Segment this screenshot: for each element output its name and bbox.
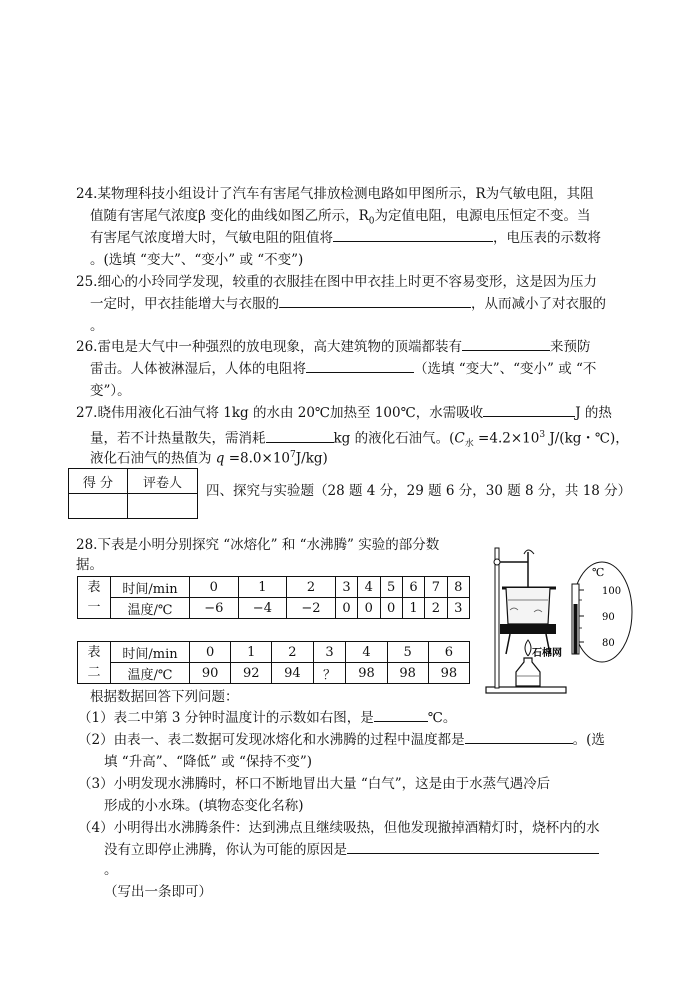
table-cell: 94 [272,663,313,684]
boiling-apparatus-figure [484,544,634,700]
table1-time-header: 时间/min [111,577,190,598]
table-cell: 98 [428,663,469,684]
table-cell: 0 [190,642,231,663]
q27-line1: 27.晓伟用液化石油气将 1kg 的水由 20℃加热至 100℃，水需吸收 J 的热 [76,402,612,424]
score-header: 得 分 [69,469,128,494]
table-cell: −6 [190,598,239,619]
table-cell: 90 [190,663,231,684]
table2-time-header: 时间/min [111,642,190,663]
q27-blank-heat[interactable] [483,402,575,417]
q24-line1: 24.某物理科技小组设计了汽车有害尾气排放检测电路如甲图所示，R为气敏电阻，其阻 [76,186,594,202]
table-cell: 4 [358,577,380,598]
q26-line2: 雷击。人体被淋湿后，人体的电阻将 （选填 “变大”、“变小” 或 “不 [90,358,596,380]
q26-line3: 变”）。 [90,383,131,399]
thermo-tick-label: 100 [602,586,622,597]
q28-sub4-line1: （4）小明得出水沸腾条件：达到沸点且继续吸热，但他发现撤掉酒精灯时，烧杯内的水 [78,820,600,836]
table-cell: 0 [380,598,402,619]
table-cell: 8 [447,577,469,598]
table-cell: 98 [387,663,428,684]
q24-line4: 。(选填 “变大”、“变小” 或 “不变”) [90,252,304,268]
table-cell: 7 [425,577,447,598]
q28-sub2: （2）由表一、表二数据可发现冰熔化和水沸腾的过程中温度都是 。(选 [78,729,605,751]
asbestos-net [500,624,556,634]
stand-rod [495,548,499,688]
table1-time-row [78,577,470,598]
q28-sub4-line2: 没有立即停止沸腾，你认为可能的原因是 [104,839,599,861]
table-cell: 0 [335,598,357,619]
q24-blank-resistance[interactable] [333,227,493,242]
table-cell: 2 [287,577,336,598]
q28-sub4-note: （写出一条即可） [104,884,212,900]
q28-intro-line1: 28.下表是小明分别探究 “冰熔化” 和 “水沸腾” 实验的部分数 [76,537,440,553]
q27-line2: 量，若不计热量散失，需消耗 kg 的液化石油气。($C_水 =4.2\times 10^3$ J/(kg・℃)， [90,424,629,455]
table-cell: −2 [287,598,336,619]
q28-blank-reason[interactable] [347,839,599,854]
q27-blank-mass[interactable] [266,428,334,443]
table-cell: 1 [402,598,424,619]
table-cell: 6 [428,642,469,663]
beaker [506,588,550,624]
table-cell: 2 [272,642,313,663]
q25-line2: 一定时，甲衣挂能增大与衣服的 ，从而减小了对衣服的 [90,293,606,315]
grader-header: 评卷人 [128,469,198,494]
table-cell: 6 [402,577,424,598]
table2-time-row [78,642,470,663]
table1-label: 表 一 [78,577,111,619]
q24-line3: 有害尾气浓度增大时，气敏电阻的阻值将 ，电压表的示数将 [90,227,601,249]
table-ice-melting [77,576,470,619]
q26-blank-device[interactable] [462,336,550,351]
q25-blank-area[interactable] [279,293,471,308]
table-cell: 5 [380,577,402,598]
q28-prompt: 根据数据回答下列问题： [90,689,239,705]
q28-blank-temperature[interactable] [374,707,428,722]
clamp-knob [494,559,500,565]
q28-sub4-line3: 。 [104,862,118,878]
table-cell: 98 [346,663,387,684]
table1-temp-row [78,598,470,619]
q28-sub1: （1）表二中第 3 分钟时温度计的示数如右图，是 ℃。 [78,707,456,729]
mercury-column [574,604,578,654]
q28-sub3-line2: 形成的小水珠。(填物态变化名称) [104,798,304,814]
table-water-boiling [77,641,470,684]
thermo-tick-label: 90 [602,612,615,623]
table-cell: 92 [231,663,272,684]
q28-blank-trend[interactable] [465,729,573,744]
q25-line1: 25.细心的小玲同学发现，较重的衣服挂在图中甲衣挂上时更不容易变形，这是因为压力 [76,274,597,290]
table2-label: 表 二 [78,642,111,684]
q28-sub2-line2: 填 “升高”、“降低” 或 “保持不变”) [104,754,313,770]
score-cell[interactable] [69,494,128,519]
table-cell: 1 [231,642,272,663]
table-cell: 1 [238,577,287,598]
table-cell: 4 [346,642,387,663]
score-box [68,468,198,519]
table2-temp-header: 温度/℃ [111,663,190,684]
thermo-unit: ℃ [592,566,605,579]
q28-sub3: （3）小明发现水沸腾时，杯口不断地冒出大量 “白气”，这是由于水蒸气遇冷后 [78,776,551,792]
section4-title: 四、探究与实验题（28 题 4 分，29 题 6 分，30 题 8 分，共 18 分） [206,483,632,499]
table-cell: 3 [447,598,469,619]
table-cell: 0 [190,577,239,598]
table-cell: −4 [238,598,287,619]
table-cell: 3 [335,577,357,598]
thermo-tick-label: 80 [602,638,615,649]
asbestos-net-label: 石棉网 [532,648,562,659]
table-cell: 2 [425,598,447,619]
q28-intro-line2: 据。 [76,557,103,573]
q24-line2: 值随有害尾气浓度β 变化的曲线如图乙所示，$R_0$为定值电阻，电源电压恒定不变。当 [90,208,591,227]
table2-temp-row [78,663,470,684]
table-cell: 3 [313,642,346,663]
q27-line3: 液化石油气的热值为 $q =8.0\times 10^7J/kg$) [90,450,328,467]
q26-line1: 26.雷电是大气中一种强烈的放电现象，高大建筑物的顶端都装有 来预防 [76,336,590,358]
grader-cell[interactable] [128,494,198,519]
flame-icon [525,640,531,656]
table1-temp-header: 温度/℃ [111,598,190,619]
table-cell: ？ [313,663,346,684]
table-cell: 0 [358,598,380,619]
q25-line3: 。 [90,318,104,334]
q26-blank-resistance[interactable] [306,358,414,373]
table-cell: 5 [387,642,428,663]
alcohol-lamp [516,658,540,686]
